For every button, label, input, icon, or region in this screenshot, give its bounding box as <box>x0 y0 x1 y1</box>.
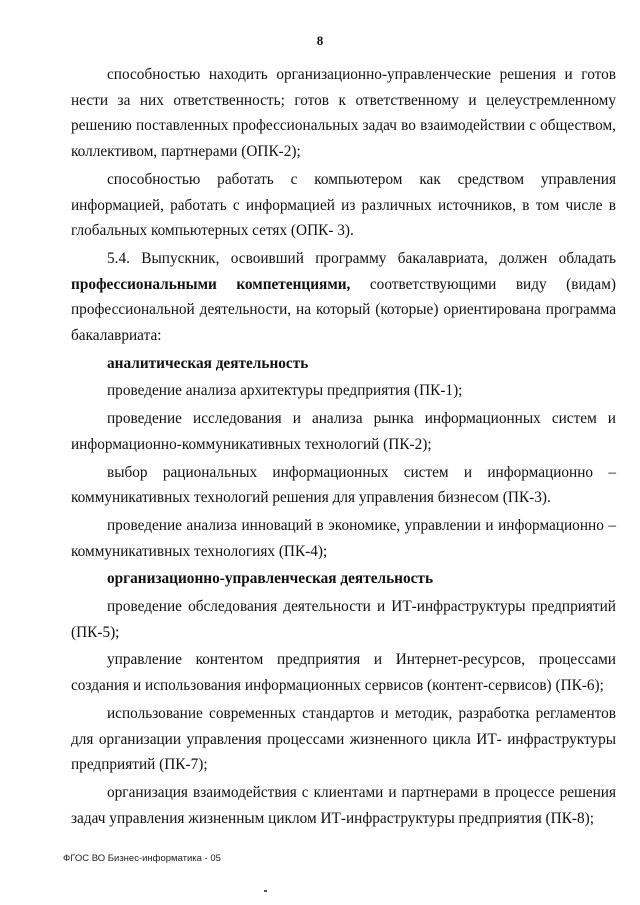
paragraph-pk-3: выбор рациональных информационных систем и информационно – коммуникативных технологий решения для управления бизнесом (ПК-3). <box>71 463 616 507</box>
page-number: 8 <box>316 33 324 48</box>
heading-organizational-activity: организационно-управленческая деятельность <box>107 570 434 588</box>
paragraph-section-5-4 <box>71 246 616 349</box>
paragraph-pk-6: управление контентом предприятия и Интернет-ресурсов, процессами создания и использования информационных сервисов (контент-сервисов) (ПК-6); <box>71 651 616 695</box>
paragraph-pk-5: проведение обследования деятельности и ИТ-инфраструктуры предприятий (ПК-5); <box>71 598 616 641</box>
paragraph-opk-2: способностью находить организационно-управленческие решения и готов нести за них ответственность; готов к ответственному и целеустремленному решению поставленных профессиональных задач во взаимодействии с обществом, коллективом, партнерами (ОПК-2); <box>71 66 616 161</box>
paragraph-opk-3: способностью работать с компьютером как средством управления информацией, работать с информацией из различных источников, в том числе в глобальных компьютерных сетях (ОПК- 3). <box>71 170 616 240</box>
section-5-4-rest: соответствующими виду (видам) профессиональной деятельности, на который (которые) ориентирована программа бакалавриата: <box>71 275 616 345</box>
paragraph-pk-2: проведение исследования и анализа рынка информационных систем и информационно-коммуникативных технологий (ПК-2); <box>71 410 616 453</box>
paragraph-pk-4: проведение анализа инноваций в экономике, управлении и информационно – коммуникативных технологиях (ПК-4); <box>71 516 616 560</box>
section-5-4-bold-term: профессиональными компетенциями, <box>71 275 351 293</box>
scan-speck <box>264 890 267 892</box>
document-body <box>71 62 616 833</box>
footer-standard-code: ФГОС ВО Бизнес-информатика - 05 <box>63 853 221 864</box>
paragraph-pk-8: организация взаимодействия с клиентами и партнерами в процессе решения задач управления жизненным циклом ИТ-инфраструктуры предприятия (ПК-8); <box>71 783 616 827</box>
section-5-4-intro: 5.4. Выпускник, освоивший программу бакалавриата, должен обладать <box>107 249 616 267</box>
heading-analytical-activity: аналитическая деятельность <box>107 354 309 372</box>
paragraph-pk-1: проведение анализа архитектуры предприятия (ПК-1); <box>107 382 463 400</box>
paragraph-pk-7: использование современных стандартов и методик, разработка регламентов для организации управления процессами жизненного цикла ИТ- инфраструктуры предприятий (ПК-7); <box>71 704 616 774</box>
